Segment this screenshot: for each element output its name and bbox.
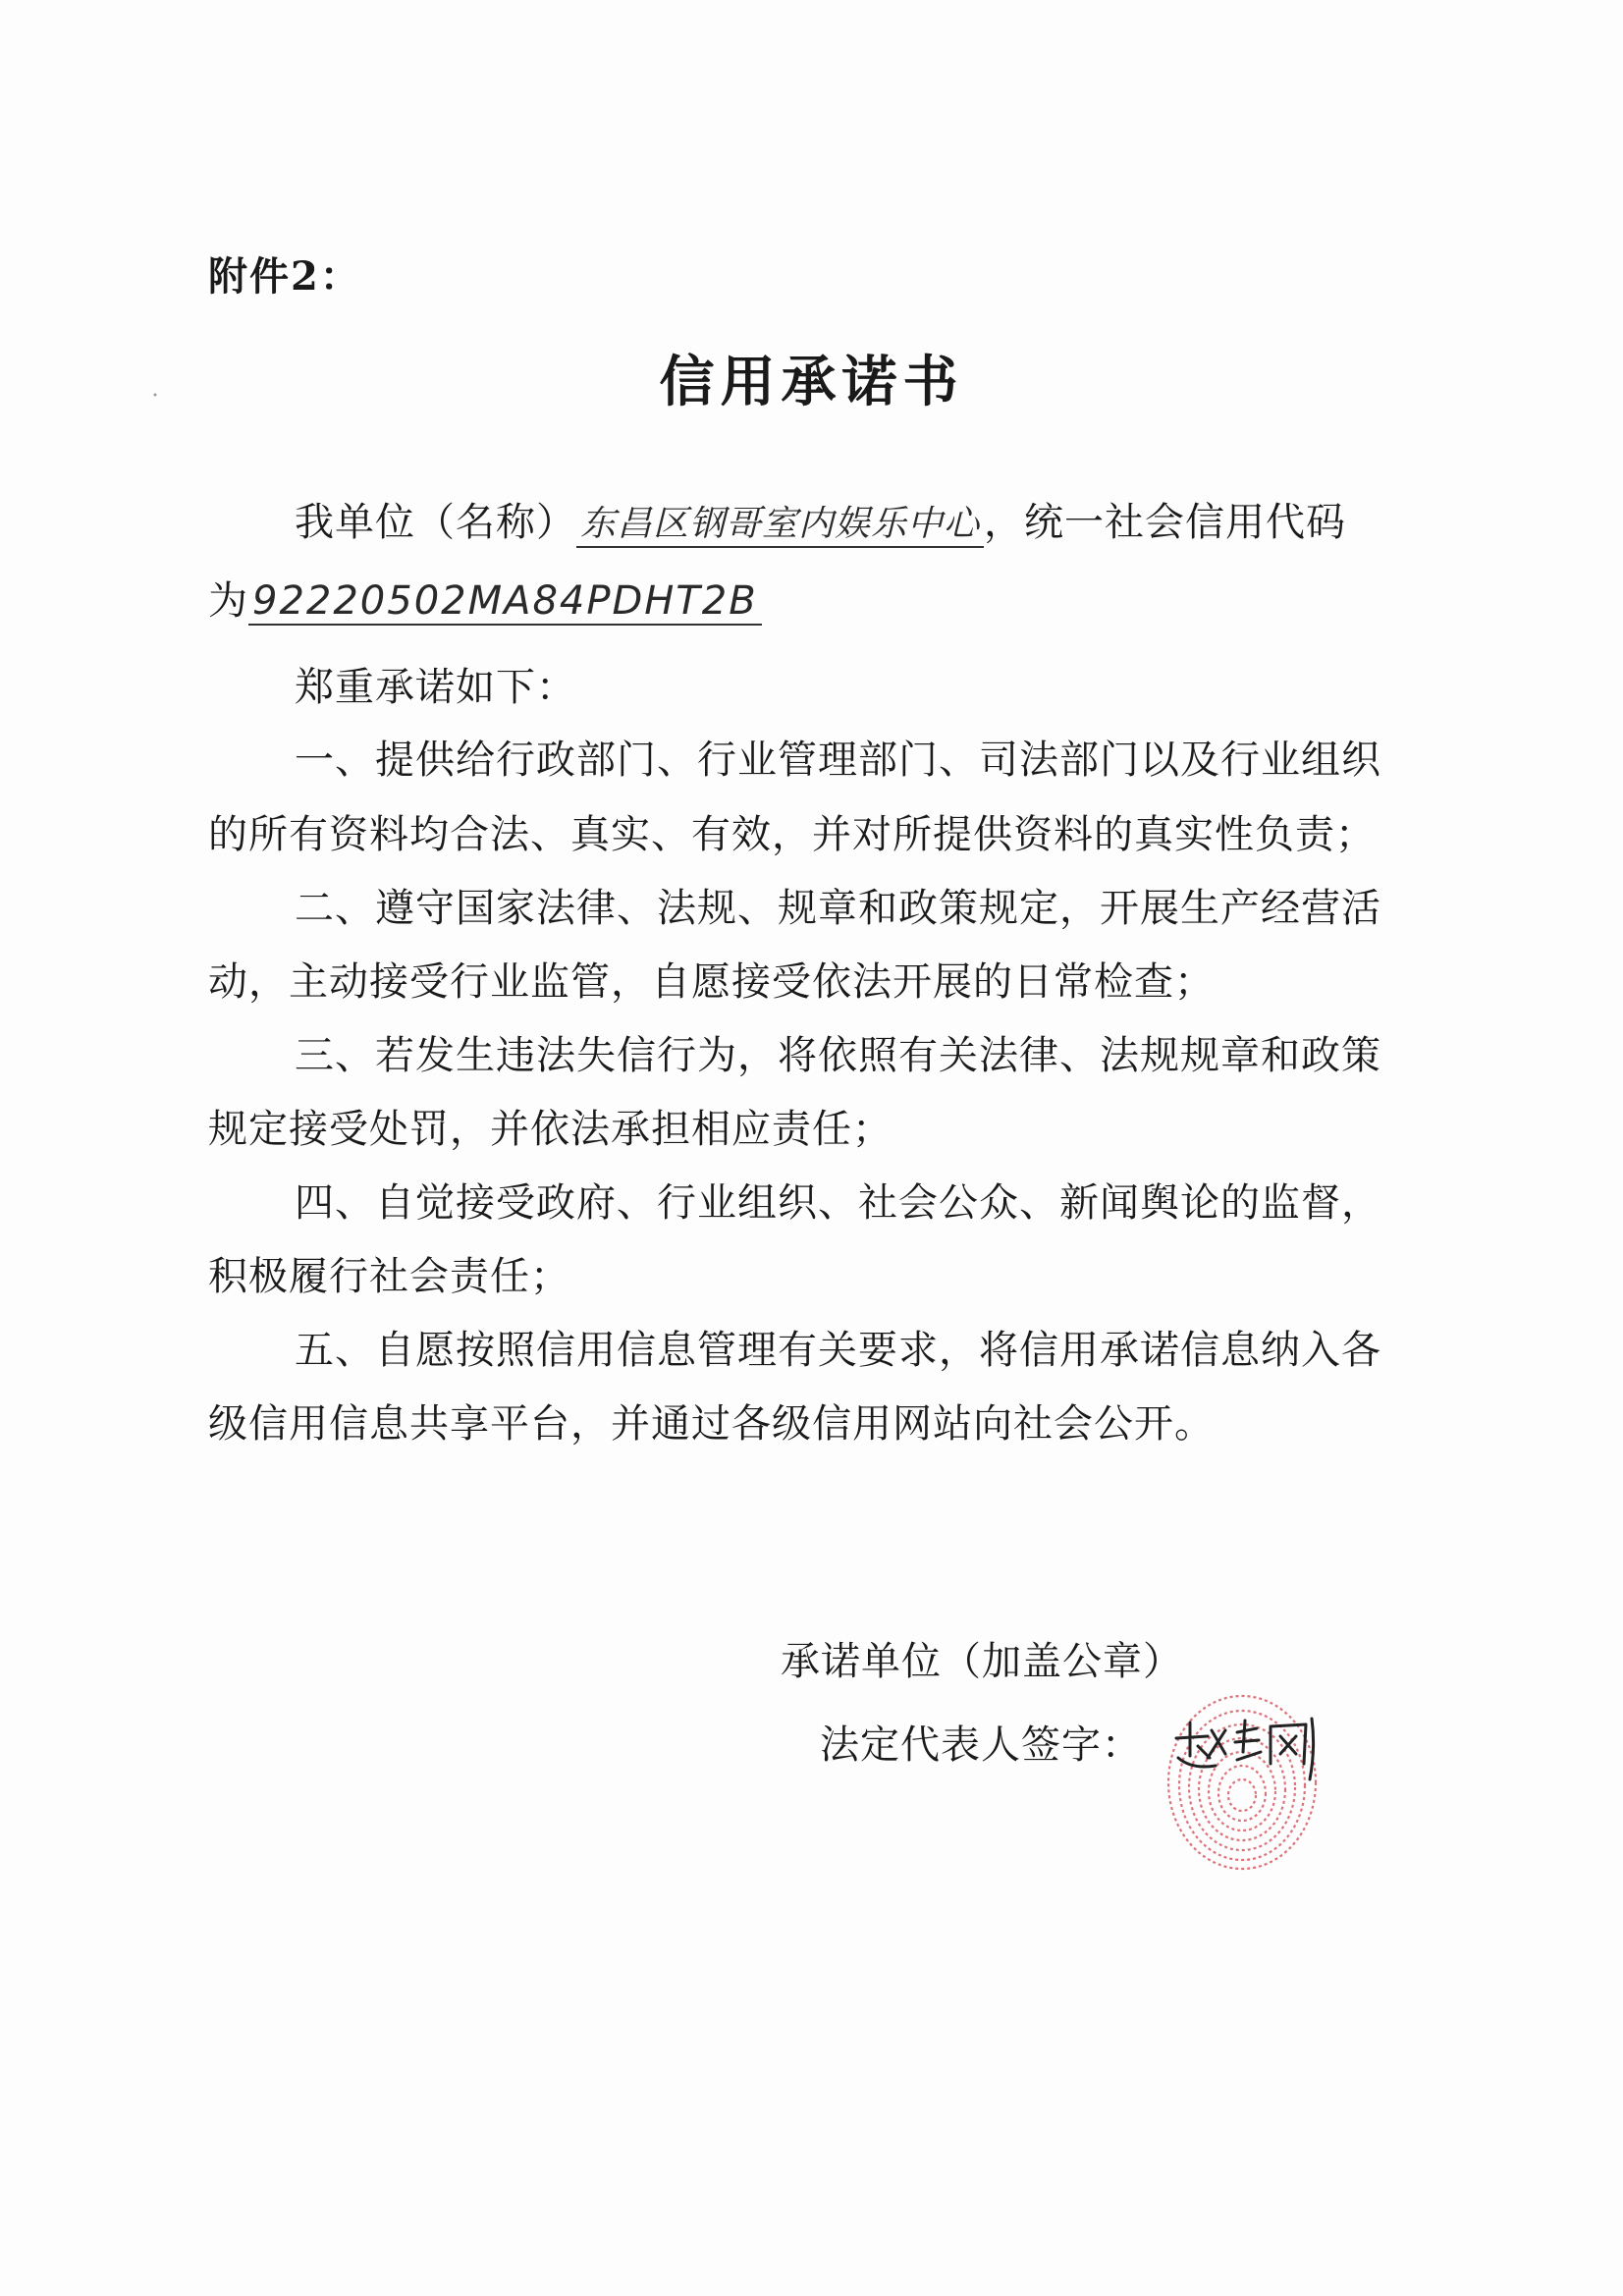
- item-2-line-2: 动，主动接受行业监管，自愿接受依法开展的日常检查；: [208, 959, 1215, 1005]
- committing-unit-label: 承诺单位（加盖公章）: [781, 1639, 1183, 1684]
- item-1-line-2: 的所有资料均合法、真实、有效，并对所提供资料的真实性负责；: [208, 812, 1376, 857]
- company-name-handwritten: 东昌区钢哥室内娱乐中心: [576, 496, 984, 548]
- code-prefix: 为: [208, 578, 248, 624]
- item-3-line-1: 三、若发生违法失信行为，将依照有关法律、法规规章和政策: [295, 1033, 1381, 1078]
- item-5-line-2: 级信用信息共享平台，并通过各级信用网站向社会公开。: [208, 1401, 1215, 1447]
- item-3-line-2: 规定接受处罚，并依法承担相应责任；: [208, 1107, 893, 1152]
- legal-rep-signature-label: 法定代表人签字：: [820, 1722, 1142, 1768]
- attachment-label: 附件2：: [208, 253, 361, 300]
- item-2-line-1: 二、遵守国家法律、法规、规章和政策规定，开展生产经营活: [295, 886, 1381, 931]
- intro-prefix: 我单位（名称）: [295, 500, 576, 545]
- document-title: 信用承诺书: [659, 350, 964, 414]
- intro-line-1: [295, 491, 1346, 548]
- credit-code-handwritten: 92220502MA84PDHT2B: [248, 578, 762, 626]
- handwritten-signature: [1168, 1709, 1335, 1797]
- commit-heading: 郑重承诺如下：: [295, 665, 576, 710]
- item-5-line-1: 五、自愿按照信用信息管理有关要求，将信用承诺信息纳入各: [295, 1328, 1381, 1373]
- item-4-line-1: 四、自觉接受政府、行业组织、社会公众、新闻舆论的监督，: [295, 1180, 1381, 1226]
- item-4-line-2: 积极履行社会责任；: [208, 1254, 570, 1299]
- item-1-line-1: 一、提供给行政部门、行业管理部门、司法部门以及行业组织: [295, 738, 1381, 783]
- intro-line-2: [208, 570, 762, 626]
- intro-suffix: ，统一社会信用代码: [984, 500, 1347, 545]
